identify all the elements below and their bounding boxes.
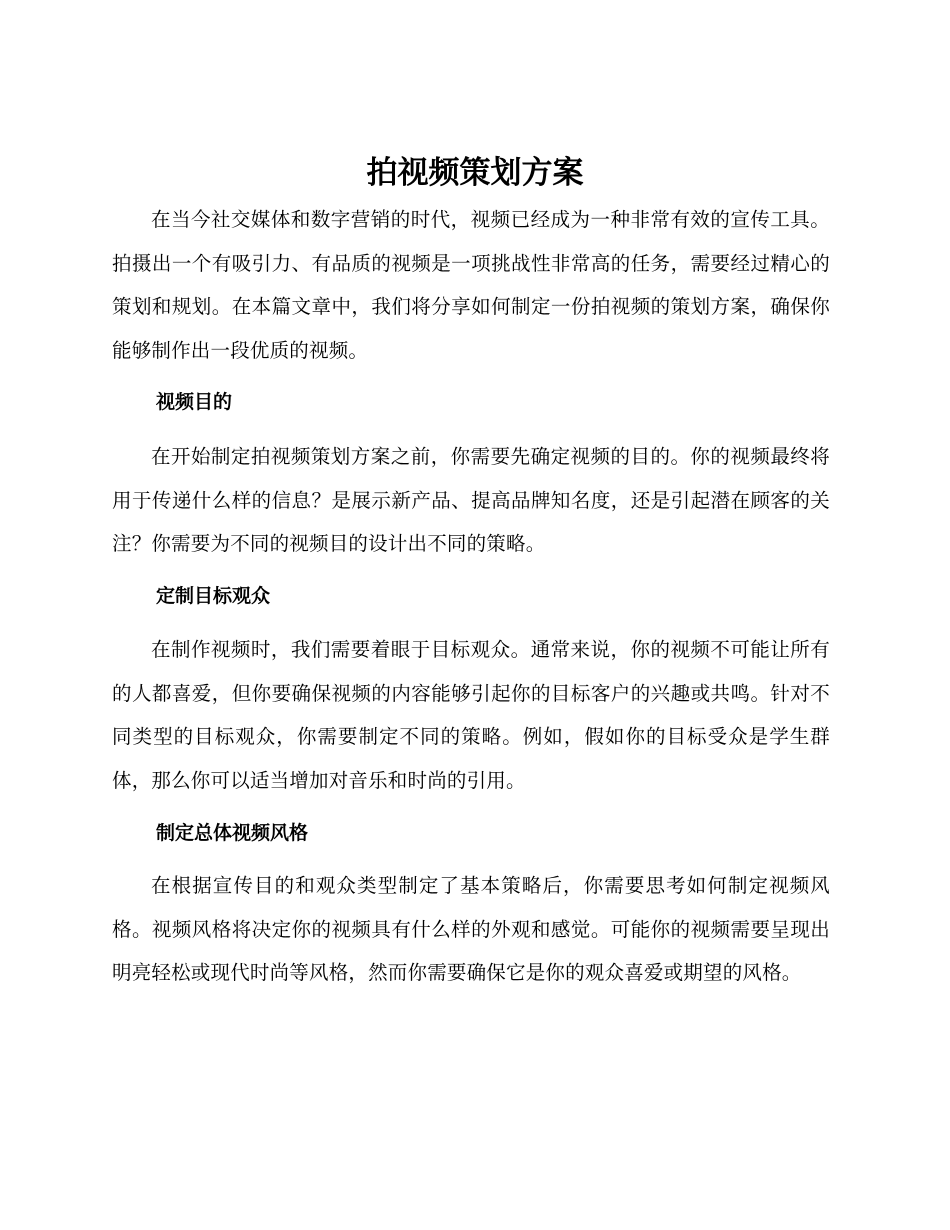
- section-body-video-purpose: 在开始制定拍视频策划方案之前，你需要先确定视频的目的。你的视频最终将用于传递什么样的信息？是展示新产品、提高品牌知名度，还是引起潜在顾客的关注？你需要为不同的视频目的设计出不同的策略。: [112, 445, 830, 555]
- document-title: 拍视频策划方案: [366, 155, 584, 191]
- section-heading-video-style: 制定总体视频风格: [156, 822, 309, 844]
- section-heading-target-audience: 定制目标观众: [156, 585, 271, 607]
- intro-paragraph: 在当今社交媒体和数字营销的时代，视频已经成为一种非常有效的宣传工具。拍摄出一个有吸引力、有品质的视频是一项挑战性非常高的任务，需要经过精心的策划和规划。在本篇文章中，我们将分享如何制定一份拍视频的策划方案，确保你能够制作出一段优质的视频。: [112, 208, 830, 362]
- section-heading-video-purpose: 视频目的: [156, 391, 233, 413]
- section-body-target-audience: 在制作视频时，我们需要着眼于目标观众。通常来说，你的视频不可能让所有的人都喜爱，但你要确保视频的内容能够引起你的目标客户的兴趣或共鸣。针对不同类型的目标观众，你需要制定不同的策略。例如，假如你的目标受众是学生群体，那么你可以适当增加对音乐和时尚的引用。: [112, 638, 830, 792]
- section-body-video-style: 在根据宣传目的和观众类型制定了基本策略后，你需要思考如何制定视频风格。视频风格将决定你的视频具有什么样的外观和感觉。可能你的视频需要呈现出明亮轻松或现代时尚等风格，然而你需要确保它是你的观众喜爱或期望的风格。: [112, 874, 830, 984]
